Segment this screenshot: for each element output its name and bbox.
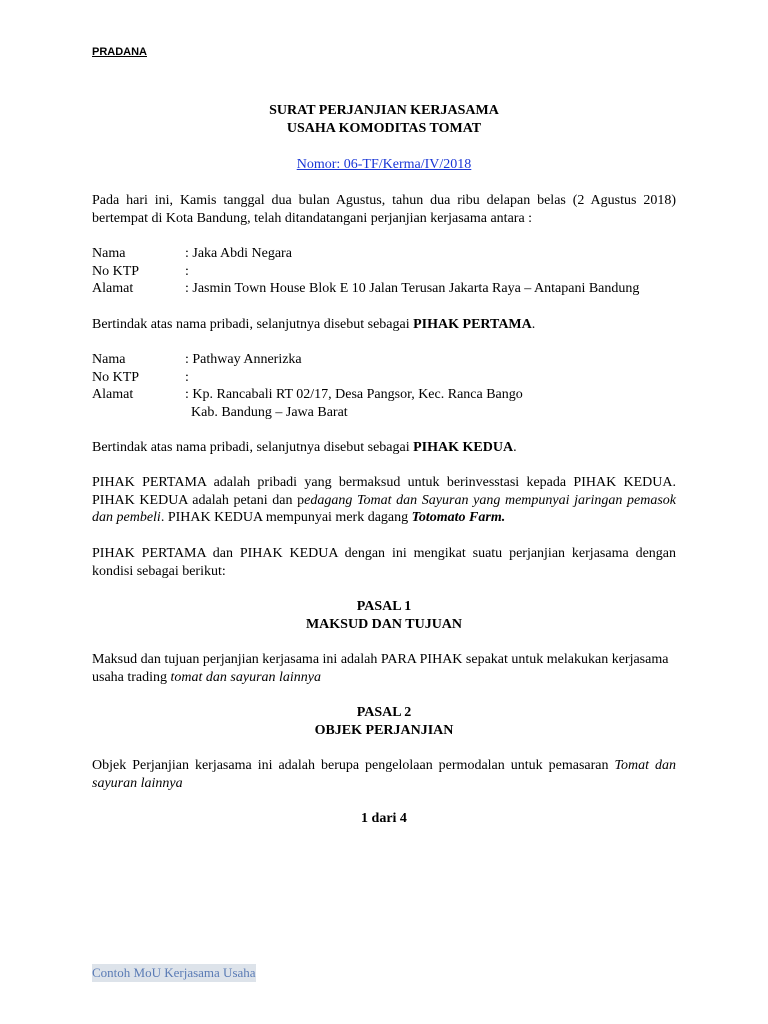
- party-2-ktp-row: [92, 369, 676, 387]
- pasal-1-heading: [92, 598, 676, 633]
- party-2-alamat-row: [92, 386, 676, 404]
- footer-label: Contoh MoU Kerjasama Usaha: [92, 965, 256, 980]
- field-value: :: [185, 263, 189, 279]
- designation-bold: PIHAK KEDUA: [413, 440, 514, 455]
- field-label: Nama: [92, 246, 126, 261]
- party-1-details: [92, 245, 676, 298]
- designation-text: Bertindak atas nama pribadi, selanjutnya disebut sebagai: [92, 440, 414, 455]
- brand-name: Totomato Farm.: [411, 510, 506, 526]
- field-value: :: [185, 369, 189, 385]
- para-text: PIHAK PERTAMA adalah pribadi yang bermaksud untuk berinvesstasi kepada PIHAK KEDUA. PIHAK KEDUA adalah petani dan p: [92, 475, 676, 508]
- pasal-2-number: PASAL 2: [356, 705, 412, 720]
- field-label: Alamat: [92, 281, 134, 297]
- field-label: Nama: [92, 352, 126, 367]
- party-2-details: [92, 351, 676, 421]
- document-page: [92, 0, 676, 1024]
- intro-paragraph: Pada hari ini, Kamis tanggal dua bulan Agustus, tahun dua ribu delapan belas (2 Agustus 2018) bertempat di Kota Bandung, telah ditandatangani perjanjian kerjasama antara :: [92, 193, 676, 226]
- party-1-designation: [92, 316, 676, 334]
- pasal-text: Objek Perjanjian kerjasama ini adalah berupa pengelolaan permodalan untuk pemasaran: [92, 758, 615, 773]
- field-value: : Kp. Rancabali RT 02/17, Desa Pangsor, Kec. Ranca Bango: [185, 387, 523, 403]
- pasal-1-title: MAKSUD DAN TUJUAN: [305, 616, 463, 632]
- pasal-italic: Tomat dan sayuran lainnya: [92, 758, 676, 791]
- pasal-1-text: [92, 651, 676, 686]
- field-value: : Jasmin Town House Blok E 10 Jalan Terusan Jakarta Raya – Antapani Bandung: [185, 281, 640, 297]
- party-1-nama-row: [92, 245, 676, 263]
- pasal-1-number: PASAL 1: [356, 599, 412, 614]
- document-title: [92, 102, 676, 137]
- agreement-intro-paragraph: PIHAK PERTAMA dan PIHAK KEDUA dengan ini mengikat suatu perjanjian kerjasama dengan kondisi sebagai berikut:: [92, 546, 676, 579]
- party-1-alamat-row: [92, 280, 676, 298]
- page-number: 1 dari 4: [361, 811, 407, 826]
- pasal-text: Maksud dan tujuan perjanjian kerjasama ini adalah PARA PIHAK sepakat untuk melakukan kerjasama usaha trading: [92, 652, 669, 685]
- para-italic: edagang Tomat dan Sayuran yang mempunyai jaringan pemasok dan pembeli: [92, 492, 677, 526]
- party-2-alamat-row-2: [92, 404, 676, 422]
- field-label: No KTP: [92, 263, 140, 279]
- field-label: Alamat: [92, 387, 134, 403]
- pasal-2-title: OBJEK PERJANJIAN: [314, 722, 454, 738]
- party-2-nama-row: [92, 351, 676, 369]
- header-label: PRADANA: [92, 46, 147, 58]
- designation-suffix: .: [513, 440, 517, 455]
- party-1-ktp-row: [92, 263, 676, 281]
- field-value: : Jaka Abdi Negara: [185, 246, 292, 261]
- pasal-italic: tomat dan sayuran lainnya: [170, 669, 322, 685]
- title-line-1: SURAT PERJANJIAN KERJASAMA: [269, 103, 499, 118]
- document-number-link[interactable]: Nomor: 06-TF/Kerma/IV/2018: [296, 157, 472, 172]
- designation-suffix: .: [531, 317, 536, 332]
- field-label-empty: [92, 404, 185, 422]
- para-text: . PIHAK KEDUA mempunyai merk dagang: [160, 510, 412, 526]
- document-number[interactable]: [92, 156, 676, 174]
- pasal-2-heading: [92, 704, 676, 739]
- field-value: Kab. Bandung – Jawa Barat: [191, 404, 348, 420]
- title-line-2: USAHA KOMODITAS TOMAT: [286, 120, 482, 136]
- field-label: No KTP: [92, 369, 140, 385]
- pasal-2-text: [92, 757, 676, 792]
- party-2-designation: [92, 439, 676, 457]
- parties-description-paragraph: [92, 474, 676, 527]
- field-value: : Pathway Annerizka: [185, 352, 302, 367]
- designation-bold: PIHAK PERTAMA: [413, 317, 532, 332]
- designation-text: Bertindak atas nama pribadi, selanjutnya disebut sebagai: [92, 317, 414, 332]
